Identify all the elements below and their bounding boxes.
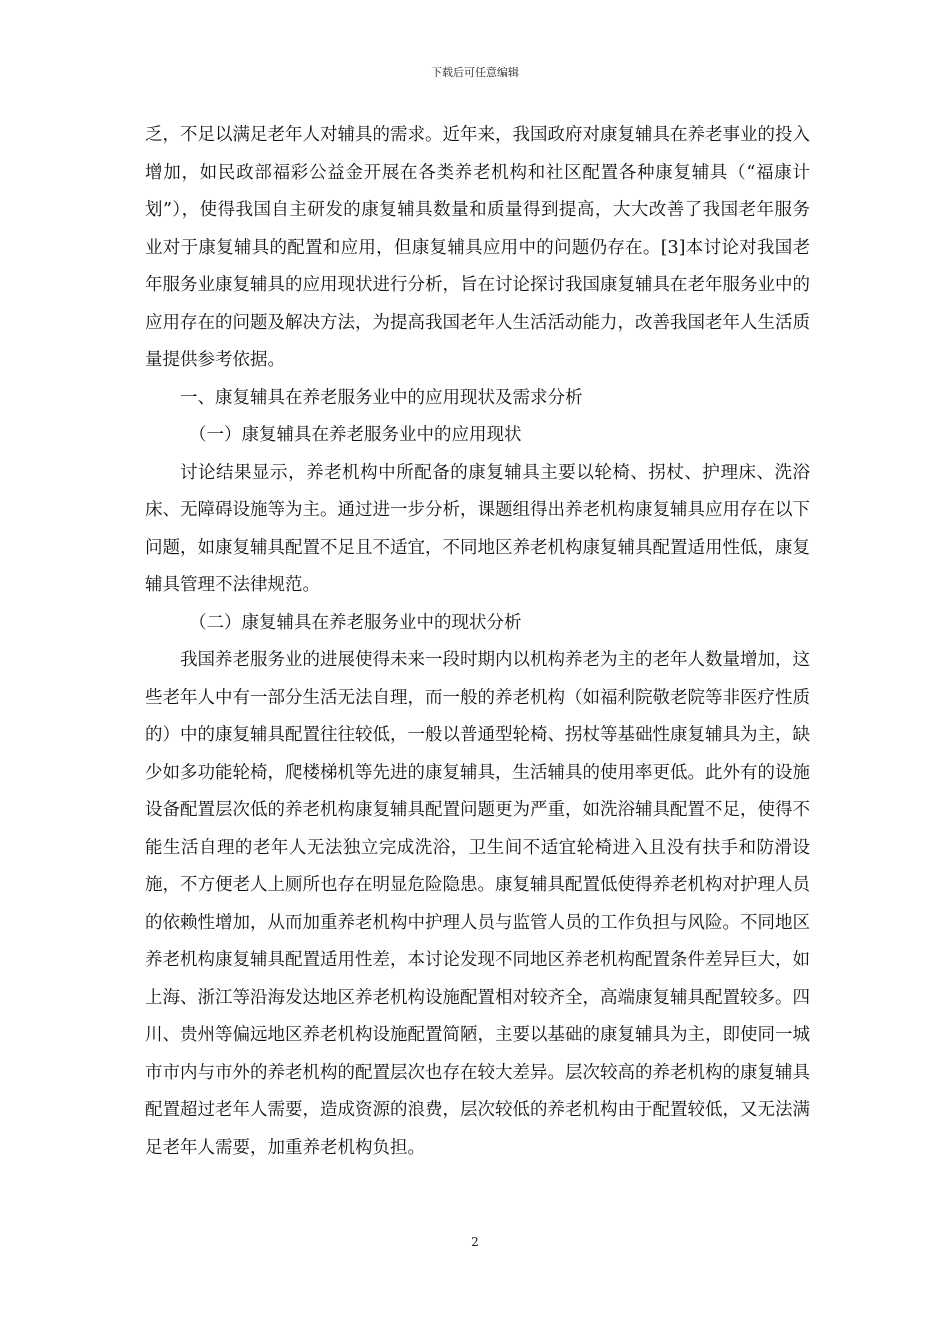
subsection-heading-1: （一）康复辅具在养老服务业中的应用现状 xyxy=(189,425,522,445)
subsection-heading-2: （二）康复辅具在养老服务业中的现状分析 xyxy=(189,612,522,633)
document-body xyxy=(145,117,810,1167)
paragraph-application-status: 讨论结果显示，养老机构中所配备的康复辅具主要以轮椅、拐杖、护理床、洗浴床、无障碍设施等为主。通过进一步分析，课题组得出养老机构康复辅具应用存在以下问题，如康复辅具配置不足且不适宜，不同地区养老机构康复辅具配置适用性低，康复辅具管理不法律规范。 xyxy=(145,462,810,595)
page-number: 2 xyxy=(471,1235,479,1249)
paragraph-continuation: 乏，不足以满足老年人对辅具的需求。近年来，我国政府对康复辅具在养老事业的投入增加，如民政部福彩公益金开展在各类养老机构和社区配置各种康复辅具（“福康计划”），使得我国自主研发的康复辅具数量和质量得到提高，大大改善了我国老年服务业对于康复辅具的配置和应用，但康复辅具应用中的问题仍存在。[3]本讨论对我国老年服务业康复辅具的应用现状进行分析，旨在讨论探讨我国康复辅具在老年服务业中的应用存在的问题及解决方法，为提高我国老年人生活活动能力，改善我国老年人生活质量提供参考依据。 xyxy=(145,125,810,370)
page-header-note: 下载后可任意编辑 xyxy=(431,66,519,79)
paragraph-status-analysis: 我国养老服务业的进展使得未来一段时期内以机构养老为主的老年人数量增加，这些老年人中有一部分生活无法自理，而一般的养老机构（如福利院敬老院等非医疗性质的）中的康复辅具配置往往较低，一般以普通型轮椅、拐杖等基础性康复辅具为主，缺少如多功能轮椅，爬楼梯机等先进的康复辅具，生活辅具的使用率更低。此外有的设施设备配置层次低的养老机构康复辅具配置问题更为严重，如洗浴辅具配置不足，使得不能生活自理的老年人无法独立完成洗浴，卫生间不适宜轮椅进入且没有扶手和防滑设施，不方便老人上厕所也存在明显危险隐患。康复辅具配置低使得养老机构对护理人员的依赖性增加，从而加重养老机构中护理人员与监管人员的工作负担与风险。不同地区养老机构康复辅具配置适用性差，本讨论发现不同地区养老机构配置条件差异巨大，如上海、浙江等沿海发达地区养老机构设施配置相对较齐全，高端康复辅具配置较多。四川、贵州等偏远地区养老机构设施配置简陋，主要以基础的康复辅具为主，即使同一城市市内与市外的养老机构的配置层次也存在较大差异。层次较高的养老机构的康复辅具配置超过老年人需要，造成资源的浪费，层次较低的养老机构由于配置较低，又无法满足老年人需要，加重养老机构负担。 xyxy=(145,650,810,1158)
section-heading-1: 一、康复辅具在养老服务业中的应用现状及需求分析 xyxy=(180,387,583,408)
